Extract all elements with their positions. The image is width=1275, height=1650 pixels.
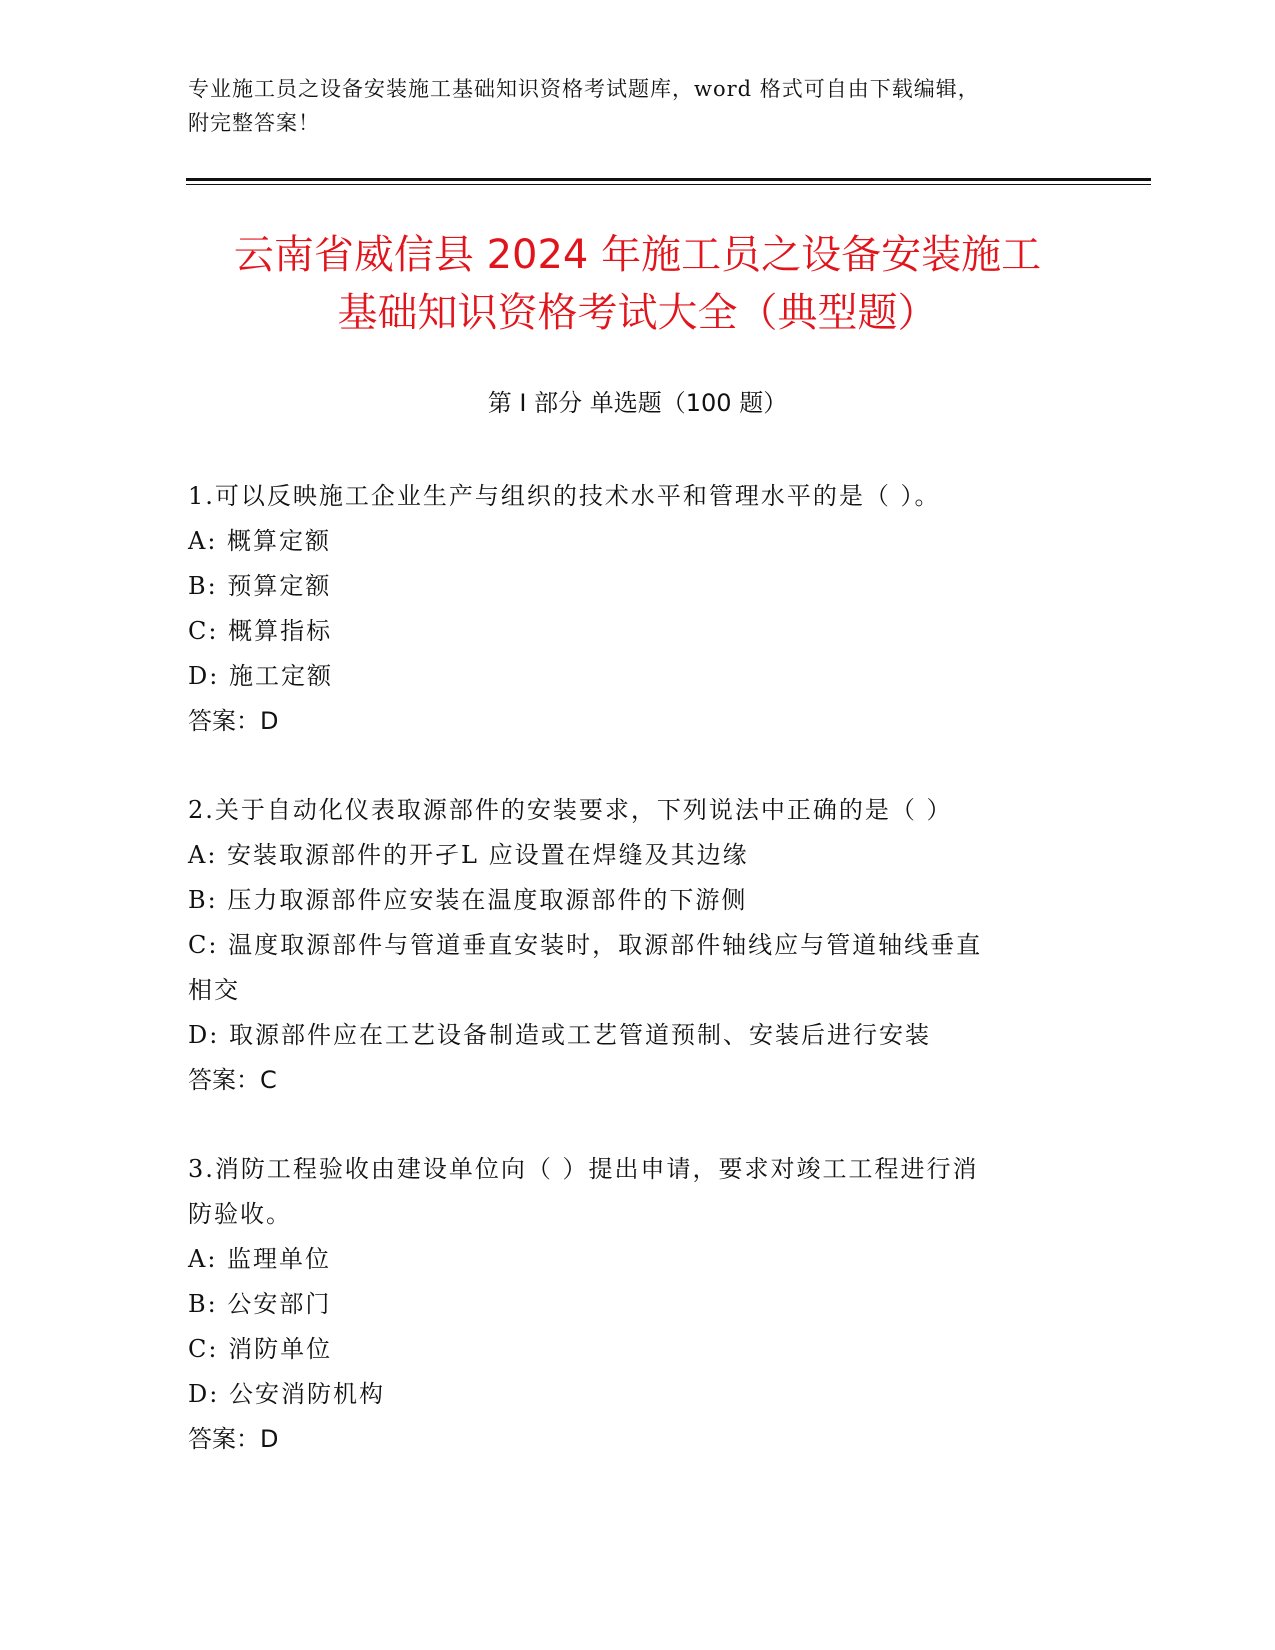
option-c: C: 消防单位 — [188, 1335, 333, 1363]
question-stem: 3.消防工程验收由建设单位向（ ）提出申请，要求对竣工工程进行消 — [188, 1155, 979, 1183]
header-note-line2: 附完整答案！ — [188, 111, 320, 135]
section-heading: 第 I 部分 单选题（100 题） — [487, 389, 788, 417]
option-c-continued: 相交 — [188, 976, 240, 1004]
question-2 — [188, 788, 1078, 1103]
option-a: A: 安装取源部件的开孑L 应设置在焊缝及其边缘 — [188, 841, 749, 869]
header-note-line1: 专业施工员之设备安装施工基础知识资格考试题库，word 格式可自由下载编辑， — [188, 77, 980, 101]
question-stem: 1.可以反映施工企业生产与组织的技术水平和管理水平的是（ ）。 — [188, 482, 941, 510]
option-a: A: 概算定额 — [188, 527, 332, 555]
option-d: D: 取源部件应在工艺设备制造或工艺管道预制、安装后进行安装 — [188, 1021, 931, 1049]
question-3 — [188, 1147, 1078, 1462]
question-stem: 2.关于自动化仪表取源部件的安装要求，下列说法中正确的是（ ） — [188, 796, 953, 824]
answer-label: 答案：D — [188, 1425, 279, 1453]
option-b: B: 公安部门 — [188, 1290, 332, 1318]
header-divider-thin — [186, 184, 1151, 185]
header-note — [188, 72, 1068, 140]
answer-label: 答案：C — [188, 1066, 277, 1094]
option-d: D: 施工定额 — [188, 662, 333, 690]
option-b: B: 压力取源部件应安装在温度取源部件的下游侧 — [188, 886, 748, 914]
option-c: C: 概算指标 — [188, 617, 333, 645]
header-divider-thick — [186, 178, 1151, 181]
question-list — [188, 474, 1078, 1506]
document-title — [150, 226, 1125, 342]
question-stem-continued: 防验收。 — [188, 1200, 292, 1228]
question-1 — [188, 474, 1078, 744]
option-c: C: 温度取源部件与管道垂直安装时，取源部件轴线应与管道轴线垂直 — [188, 931, 983, 959]
option-a: A: 监理单位 — [188, 1245, 332, 1273]
document-title-line2: 基础知识资格考试大全（典型题） — [337, 290, 938, 336]
answer-label: 答案：D — [188, 707, 279, 735]
option-d: D: 公安消防机构 — [188, 1380, 385, 1408]
option-b: B: 预算定额 — [188, 572, 332, 600]
document-title-line1: 云南省威信县 2024 年施工员之设备安装施工 — [233, 232, 1042, 278]
